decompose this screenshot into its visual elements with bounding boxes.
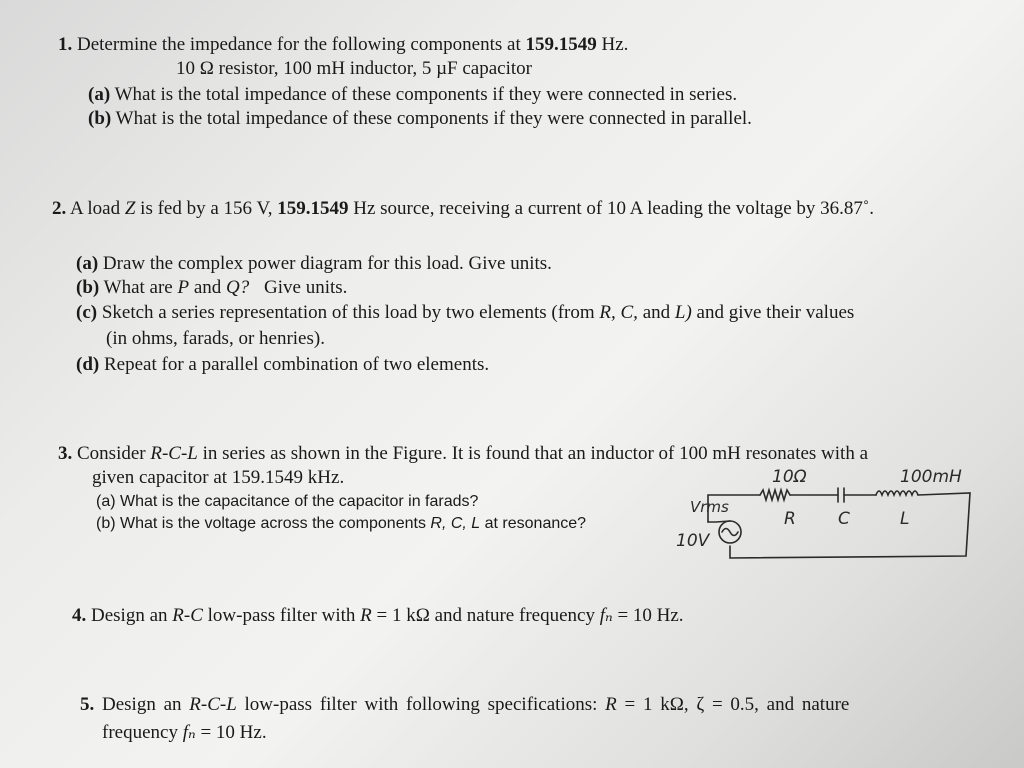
q1-b-text: What is the total impedance of these components if they were connected in parallel. [115,108,752,129]
q4-fn: fₙ [599,605,613,626]
q4-rc: R-C [172,605,203,626]
q1-unit: Hz. [601,34,629,55]
q2-c-and: and [642,302,671,323]
q2-b-label: (b) [76,277,100,298]
q1-a-label: (a) [88,84,111,105]
q1-frequency: 159.1549 [525,34,597,55]
inductor-value-label: 100mH [900,467,962,487]
q3-b-pre: (b) What is the voltage across the components [96,515,426,532]
source-value-label: 10V [676,531,710,551]
q3-rcl: R-C-L [150,443,198,464]
q2-post: Hz source, receiving a current of 10 A leading the voltage by 36.87˚. [353,198,874,219]
q3-b-post: at resonance? [484,515,587,532]
q3-line2: given capacitor at 159.1549 kHz. [92,467,345,488]
q5-rcl: R-C-L [189,694,237,715]
source-label: Vrms [690,498,729,516]
q2-a-label: (a) [76,253,99,274]
q3-b-vars: R, C, L [430,515,481,532]
resistor-label: R [784,509,796,529]
q2-heading [52,198,874,220]
q2-c-post: and give their values [696,302,855,323]
resistor-value-label: 10Ω [772,467,807,487]
q4-pre: Design an [91,605,168,626]
q2-mid: is fed by a 156 V, [140,198,273,219]
q5-r: R [605,694,617,715]
q3-post: in series as shown in the Figure. It is found that an inductor of 100 mH resonates with a [202,443,869,464]
q1-intro: Determine the impedance for the following components at [77,34,521,55]
q5-post: = 1 kΩ, ζ = 0.5, and nature [624,694,850,715]
q2-b-pre: What are [103,277,173,298]
q3-pre: Consider [77,443,146,464]
q5-line2-post: = 10 Hz. [200,722,267,743]
q2-part-d [76,354,489,376]
q3-part-a: (a) What is the capacitance of the capacitor in farads? [96,493,479,510]
q5-fn: fₙ [182,722,196,743]
q5-line1 [80,694,849,716]
q2-d-label: (d) [76,354,100,375]
q1-part-b [88,108,752,130]
q1-number: 1. [58,34,73,55]
q4-mid: low-pass filter with [207,605,356,626]
q2-part-b [76,277,347,299]
q2-c-l: L) [674,302,692,323]
q2-pre: A load [69,198,121,219]
q4-r: R [360,605,372,626]
q1-heading [58,34,628,56]
q1-a-text: What is the total impedance of these components if they were connected in series. [114,84,738,105]
q5-pre: Design an [102,694,182,715]
q2-c-r: R, C, [599,302,638,323]
capacitor-label: C [838,509,850,529]
q2-d-text: Repeat for a parallel combination of two elements. [103,354,490,375]
resistor-zigzag [760,490,790,500]
q2-c-label: (c) [76,302,98,323]
q5-mid: low-pass filter with following specifications: [244,694,598,715]
q1-b-label: (b) [88,108,112,129]
q2-part-c [76,302,854,324]
q4-post: = 1 kΩ and nature frequency [376,605,595,626]
q2-b-p: P [177,277,190,298]
inductor-label: L [900,509,910,529]
q5-number: 5. [80,694,95,715]
q2-b-post: Give units. [264,277,348,298]
q2-c-line2: (in ohms, farads, or henries). [106,328,325,349]
q4-number: 4. [72,605,87,626]
q2-z: Z [124,198,136,219]
q5-line2 [102,722,267,744]
q3-number: 3. [58,443,73,464]
q4-end: = 10 Hz. [617,605,684,626]
ac-source-wave [722,529,738,536]
q2-b-and: and [193,277,222,298]
q1-part-a [88,84,737,106]
q3-part-b [96,513,586,535]
q2-b-q: Q? [226,277,250,298]
q2-a-text: Draw the complex power diagram for this load. Give units. [102,253,552,274]
rcl-circuit-diagram [668,462,978,562]
q2-part-a [76,253,552,275]
q2-frequency: 159.1549 [277,198,349,219]
q2-c-pre: Sketch a series representation of this load by two elements (from [101,302,595,323]
q1-components: 10 Ω resistor, 100 mH inductor, 5 µF capacitor [176,58,532,79]
q4-text [72,605,684,627]
inductor-coil [876,491,918,495]
q2-number: 2. [52,198,67,219]
wire-source-top [708,521,730,522]
q5-line2-pre: frequency [102,722,178,743]
